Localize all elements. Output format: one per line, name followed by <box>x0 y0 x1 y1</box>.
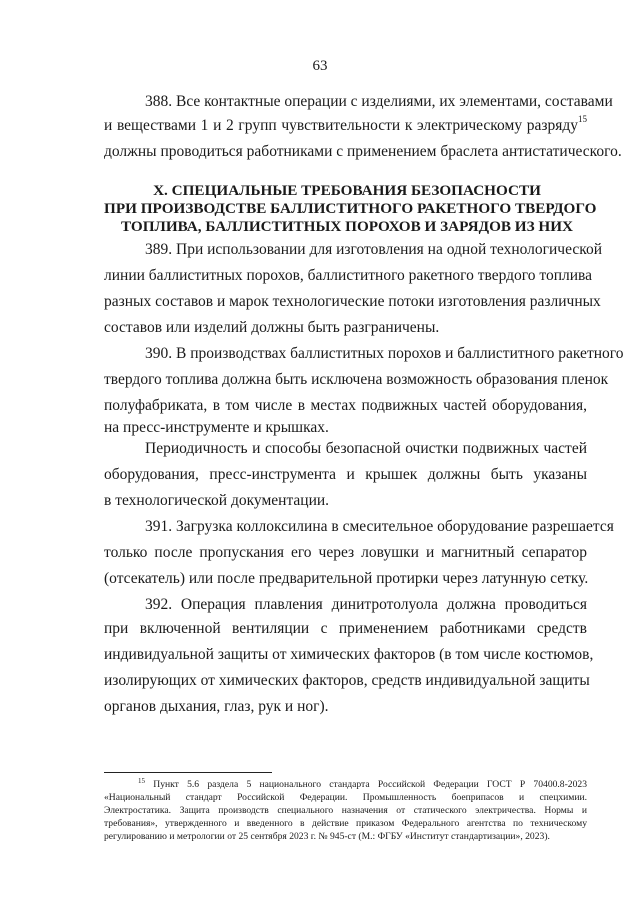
footnote-line-1-wrap <box>138 777 587 790</box>
para-391-line-3: (отсекатель) или после предварительной протирки через латунную сетку. <box>104 570 589 587</box>
para-390-line-3: полуфабриката, в том числе в местах подвижных частей оборудования, <box>104 397 587 414</box>
footnote-line-4: требования», утвержденного и введенного в действие приказом Федерального агентства по техническому <box>104 818 587 829</box>
para-388-line-3: должны проводиться работниками с применением браслета антистатического. <box>104 143 622 160</box>
para-389-line-3: разных составов и марок технологические потоки изготовления различных <box>104 293 601 310</box>
para-392-line-1: 392. Операция плавления динитротолуола должна проводиться <box>145 596 587 613</box>
footnote-reference: 15 <box>578 114 587 124</box>
footnote-line-3: Электростатика. Защита производств специального назначения от статического электричества. Нормы и <box>104 805 587 816</box>
para-392-line-2: при включенной вентиляции с применением работниками средств <box>104 620 587 637</box>
footnote-line-2: «Национальный стандарт Российской Федерации. Промышленность боеприпасов и спецхимии. <box>104 792 587 803</box>
para-390b-line-1: Периодичность и способы безопасной очистки подвижных частей <box>145 440 587 457</box>
footnote-marker: 15 <box>138 777 145 785</box>
para-392-line-5: органов дыхания, глаз, рук и ног). <box>104 698 329 715</box>
footnote-separator <box>104 772 272 773</box>
footnote-line-1: Пункт 5.6 раздела 5 национального стандарта Российской Федерации ГОСТ Р 70400.8-2023 <box>153 779 587 790</box>
para-390-line-4: на пресс-инструменте и крышках. <box>104 419 329 436</box>
para-388-line-2: и веществами 1 и 2 групп чувствительности к электрическому разряду <box>104 117 578 134</box>
para-388-line-1: 388. Все контактные операции с изделиями, их элементами, составами <box>145 93 613 110</box>
section-heading-line-1: X. СПЕЦИАЛЬНЫЕ ТРЕБОВАНИЯ БЕЗОПАСНОСТИ <box>153 182 541 199</box>
para-390-line-2: твердого топлива должна быть исключена возможность образования пленок <box>104 371 609 388</box>
para-388-line-2-wrap <box>104 114 590 134</box>
section-heading-line-3: ТОПЛИВА, БАЛЛИСТИТНЫХ ПОРОХОВ И ЗАРЯДОВ ИЗ НИХ <box>120 218 574 235</box>
para-391-line-1: 391. Загрузка коллоксилина в смесительное оборудование разрешается <box>145 518 614 535</box>
para-392-line-4: изолирующих от химических факторов, средств индивидуальной защиты <box>104 672 590 689</box>
para-392-line-3: индивидуальной защиты от химических факторов (в том числе костюмов, <box>104 646 594 663</box>
para-390b-line-3: в технологической документации. <box>104 492 330 509</box>
section-heading-line-2: ПРИ ПРОИЗВОДСТВЕ БАЛЛИСТИТНОГО РАКЕТНОГО ТВЕРДОГО <box>104 200 597 217</box>
footnote-line-5: регулированию и метрологии от 25 сентября 2023 г. № 945-ст (М.: ФГБУ «Институт стандартизации», 2023). <box>104 831 550 842</box>
page-number: 63 <box>312 58 328 74</box>
para-391-line-2: только после пропускания его через ловушки и магнитный сепаратор <box>104 544 587 561</box>
para-389-line-2: линии баллиститных порохов, баллиститного ракетного твердого топлива <box>104 267 593 284</box>
para-390b-line-2: оборудования, пресс-инструмента и крышек должны быть указаны <box>104 466 587 483</box>
para-389-line-1: 389. При использовании для изготовления на одной технологической <box>145 241 603 258</box>
para-389-line-4: составов или изделий должны быть разграничены. <box>104 319 440 336</box>
para-390-line-1: 390. В производствах баллиститных порохов и баллиститного ракетного <box>145 345 624 362</box>
